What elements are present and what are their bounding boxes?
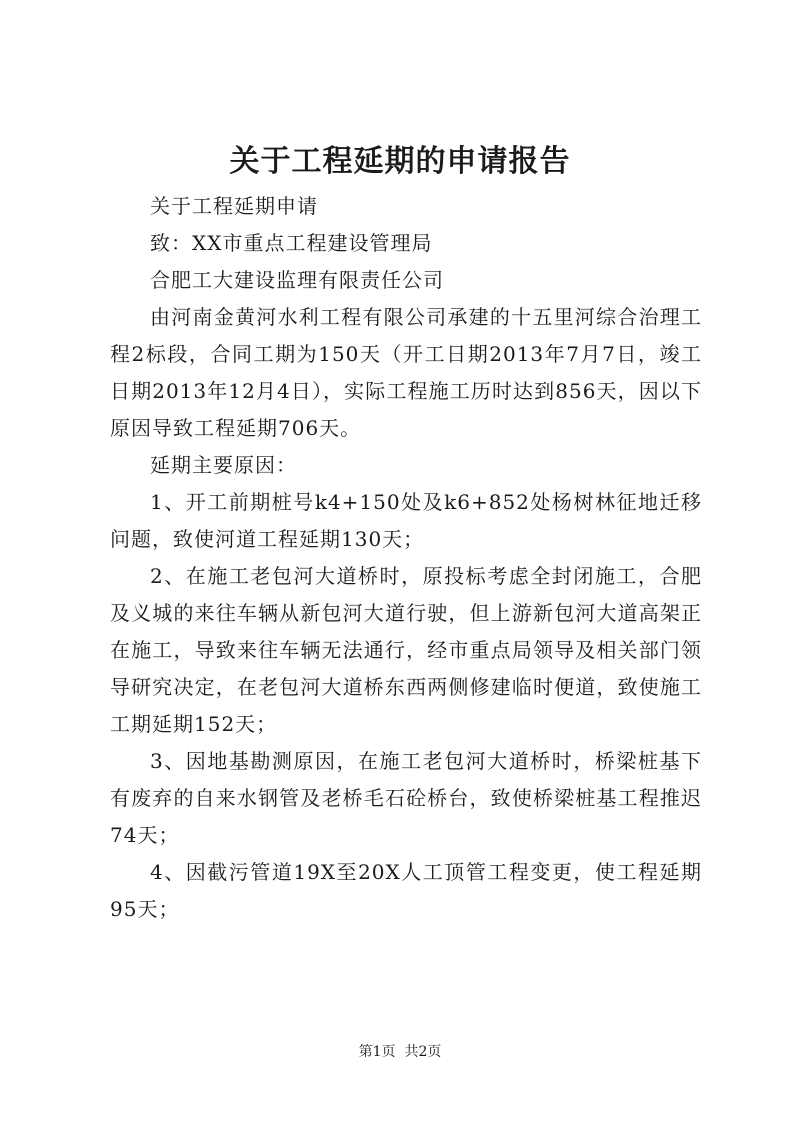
paragraph-intro: 由河南金黄河水利工程有限公司承建的十五里河综合治理工程2标段，合同工期为150天（开工日期2013年7月7日，竣工日期2013年12月4日），实际工程施工历时达到856天，因以下原因导致工程延期706天。 <box>110 305 702 440</box>
document-title: 关于工程延期的申请报告 <box>229 144 571 179</box>
document-body <box>110 188 702 928</box>
paragraph-reasons-heading: 延期主要原因： <box>150 453 297 477</box>
paragraph-reason-2: 2、在施工老包河大道桥时，原投标考虑全封闭施工，合肥及义城的来往车辆从新包河大道行驶，但上游新包河大道高架正在施工，导致来往车辆无法通行，经市重点局领导及相关部门领导研究决定，在老包河大道桥东西两侧修建临时便道，致使施工工期延期152天； <box>110 564 702 736</box>
page-total: 共2页 <box>404 1044 442 1060</box>
paragraph-reason-3: 3、因地基勘测原因，在施工老包河大道桥时，桥梁桩基下有废弃的自来水钢管及老桥毛石砼桥台，致使桥梁桩基工程推迟74天； <box>110 749 702 847</box>
paragraph-reason-1: 1、开工前期桩号k4+150处及k6+852处杨树林征地迁移问题，致使河道工程延期130天； <box>110 490 702 551</box>
paragraph-recipient: 致：XX市重点工程建设管理局 <box>150 231 433 255</box>
page-number: 第1页 <box>358 1044 396 1060</box>
paragraph-supervisor: 合肥工大建设监理有限责任公司 <box>150 268 444 292</box>
paragraph-subject: 关于工程延期申请 <box>150 194 318 218</box>
paragraph-reason-4: 4、因截污管道19X至20X人工顶管工程变更，使工程延期95天； <box>110 860 702 921</box>
page-footer <box>0 1042 800 1062</box>
